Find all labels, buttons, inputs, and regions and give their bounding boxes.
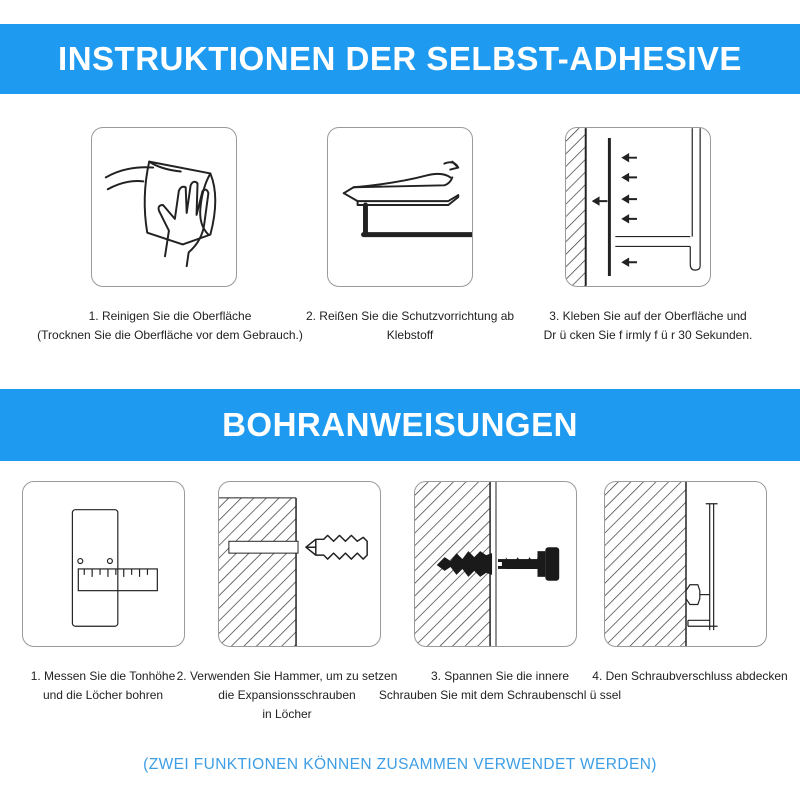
- screw-icon: [415, 482, 576, 646]
- press-to-wall-icon: [566, 128, 710, 286]
- drilling-step-3-line2: Schrauben Sie mit dem Schraubenschl ü ssel: [378, 688, 622, 702]
- adhesive-step-3-card: [565, 127, 711, 287]
- adhesive-step-1-caption: [22, 307, 318, 345]
- drilling-title: BOHRANWEISUNGEN: [222, 406, 578, 443]
- drilling-step-2-caption: [172, 667, 402, 724]
- drilling-step-3-line1: 3. Spannen Sie die innere: [430, 669, 570, 683]
- drilling-step-1-caption: [14, 667, 192, 705]
- footer-note: (ZWEI FUNKTIONEN KÖNNEN ZUSAMMEN VERWENDET WERDEN): [143, 756, 657, 773]
- adhesive-step-2-card: [327, 127, 473, 287]
- adhesive-step-3-caption: [528, 307, 768, 345]
- measure-template-icon: [23, 482, 184, 646]
- drilling-step-4-card: [604, 481, 767, 647]
- drilling-step-4-line1: 4. Den Schraubverschluss abdecken: [592, 669, 788, 683]
- drilling-step-1-line1: 1. Messen Sie die Tonhöhe: [30, 669, 176, 683]
- hammer-anchor-icon: [219, 482, 380, 646]
- drilling-step-2-line1: 2. Verwenden Sie Hammer, um zu setzen: [176, 669, 398, 683]
- drilling-title-banner: [0, 389, 800, 461]
- adhesive-step-1-line2: (Trocknen Sie die Oberfläche vor dem Gebrauch.): [37, 328, 303, 342]
- cover-cap-icon: [605, 482, 766, 646]
- drilling-step-2-line3: in Löcher: [262, 707, 312, 721]
- adhesive-step-1-card: [91, 127, 237, 287]
- drilling-step-1-card: [22, 481, 185, 647]
- drilling-step-3-card: [414, 481, 577, 647]
- adhesive-title-banner: [0, 24, 800, 94]
- adhesive-step-3-line2: Dr ü cken Sie f irmly f ü r 30 Sekunden.: [543, 328, 753, 342]
- drilling-step-1-line2: und die Löcher bohren: [42, 688, 164, 702]
- drilling-step-4-caption: [588, 667, 792, 686]
- adhesive-step-1-line1: 1. Reinigen Sie die Oberfläche: [88, 309, 252, 323]
- drilling-step-2-card: [218, 481, 381, 647]
- peel-film-icon: [328, 128, 472, 286]
- adhesive-step-2-line1: 2. Reißen Sie die Schutzvorrichtung ab: [305, 309, 515, 323]
- adhesive-step-2-caption: [292, 307, 528, 345]
- adhesive-step-3-line1: 3. Kleben Sie auf der Oberfläche und: [549, 309, 747, 323]
- adhesive-step-2-line2: Klebstoff: [386, 328, 434, 342]
- adhesive-title: INSTRUKTIONEN DER SELBST-ADHESIVE: [58, 40, 742, 77]
- wipe-surface-icon: [92, 128, 236, 286]
- drilling-step-2-line2: die Expansionsschrauben: [218, 688, 356, 702]
